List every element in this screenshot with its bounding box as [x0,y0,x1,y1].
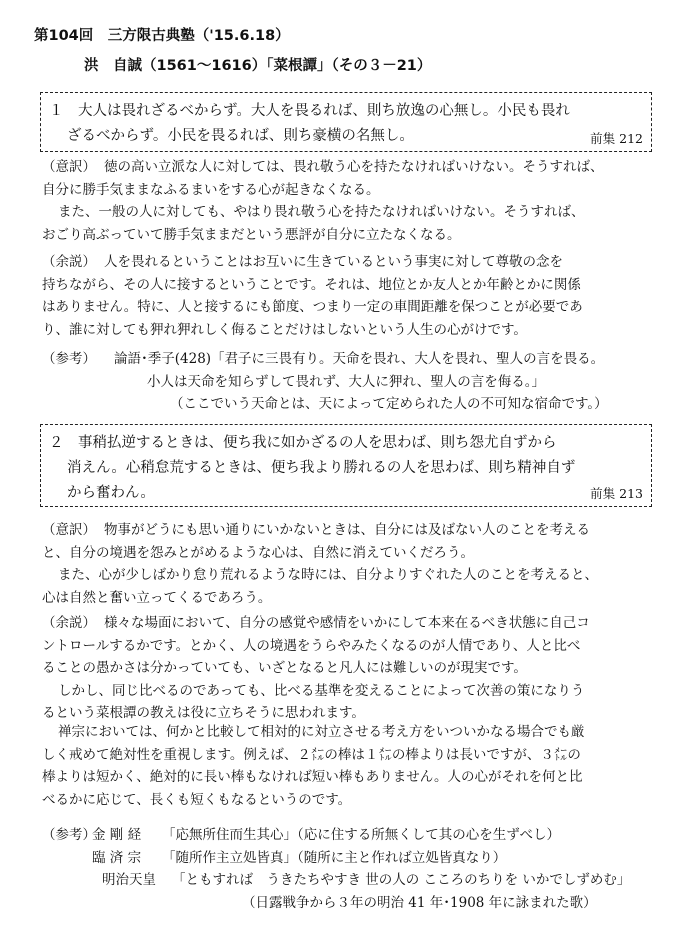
section-tag: （参考） [42,827,96,843]
quote-box-2 [40,424,652,507]
paragraph-line: また、一般の人に対しても、やはり畏れ敬う心を持たなければいけない。そうすれば、 [58,204,585,220]
paragraph-line: るという菜根譚の教えは役に立ちそうに思われます。 [42,705,365,721]
zen-section [42,721,672,811]
reference-text: 「ともすれば うきたちやすき 世の人の こころのちりを いかでしずめむ」 [172,872,631,888]
section-tag: （意訳） [42,159,96,175]
reference-text: 「随所作主立処皆真」（随所に主と作れば立処皆真なり） [162,849,507,866]
quote-reference: 前集 212 [590,131,643,146]
paragraph-line: 物事がどうにも思い通りにいかないときは、自分には及ばない人のことを考える [104,522,590,538]
section-tag: （余説） [42,615,96,631]
footnote: （日露戦争から３年の明治 41 年･1908 年に詠まれた歌） [242,894,597,911]
paragraph-line: はありません。特に、人と接するにも節度、つまり一定の車間距離を保つことが必要であ [42,299,583,315]
paragraph-line: 様々な場面において、自分の感覚や感情をいかにして本来在るべき状態に自己コ [104,615,590,631]
reference-line: （ここでいう天命とは、天によって定められた人の不可知な宿命です。） [170,396,608,412]
paragraph-line: しかし、同じ比べるのであっても、比べる基準を変えることによって次善の策になりう [58,682,585,699]
paragraph-line: り、誰に対しても狎れ狎れしく侮ることだけはしないという人生の心がけです。 [42,321,527,338]
yosetsu-section-2 [42,612,672,725]
reference-line: 論語･季子(428)「君子に三畏有り。天命を畏れ、大人を畏れ、聖人の言を畏る。 [114,351,605,367]
quote-line: １ 大人は畏れざるべからず。大人を畏るれば、則ち放逸の心無し。小民も畏れ [49,103,570,119]
paragraph-line: おごり高ぶっていて勝手気ままだという悪評が自分に立たなくなる。 [42,226,461,243]
quote-line: から奮わん。 [67,485,155,501]
quote-reference: 前集 213 [590,486,643,501]
section-tag: （参考） [42,351,96,367]
paragraph-line: 人を畏れるということはお互いに生きているという事実に対して尊敬の念を [104,254,563,270]
sankou-section-2 [42,824,672,914]
paragraph-line: しく戒めて絶対性を重視します。例えば、２㍍の棒は１㍍の棒よりは長いですが、３㍍の [42,746,581,763]
reference-line: 小人は天命を知らずして畏れず、大人に狎れ、聖人の言を侮る。」 [147,373,545,390]
quote-line: 消えん。心稍怠荒するときは、便ち我より勝れるの人を思わば、則ち精神自ず [67,460,576,476]
section-tag: （余説） [42,254,96,270]
paragraph-line: 心は自然と奮い立ってくるであろう。 [42,589,272,606]
paragraph-line: 持ちながら、その人に接するということです。それは、地位とか友人とか年齢とかに関係 [42,276,581,293]
paragraph-line: ントロールするかです。とかく、人の境遇をうらやみたくなるのが人情であり、人と比べ [42,637,581,654]
sankou-section-1 [42,348,672,416]
section-tag: （意訳） [42,522,96,538]
page-subtitle: 洪 自誠（1561〜1616）「菜根譚」（その３－21） [84,58,432,74]
source-label: 臨 済 宗 [92,849,142,866]
source-label: 明治天皇 [102,872,156,888]
paragraph-line: べるかに応じて、長くも短くもなるというのです。 [42,791,352,808]
page-header [34,24,431,75]
quote-line: ２ 事稍払逆するときは、便ち我に如かざるの人を思わば、則ち怨尤自ずから [49,435,557,451]
source-label: 金 剛 経 [92,827,142,843]
paragraph-line: 禅宗においては、何かと比較して相対的に対立させる考え方をいついかなる場合でも厳 [58,724,585,740]
yosetsu-section-1 [42,251,672,341]
paragraph-line: 徳の高い立派な人に対しては、畏れ敬う心を持たなければいけない。そうすれば、 [104,159,604,175]
paragraph-line: また、心が少しばかり怠り荒れるような時には、自分よりすぐれた人のことを考えると、 [58,567,598,583]
quote-box-1 [40,92,652,152]
paragraph-line: 自分に勝手気ままなふるまいをする心が起きなくなる。 [42,181,380,198]
iyaku-section-2 [42,519,672,609]
reference-text: 「応無所住而生其心」（応に住する所無くして其の心を生ずべし） [162,827,560,843]
paragraph-line: 棒よりは短かく、絶対的に長い棒もなければ短い棒もありません。人の心がそれを何と比 [42,769,583,785]
paragraph-line: と、自分の境遇を怨みとがめるような心は、自然に消えていくだろう。 [42,544,474,561]
paragraph-line: ることの愚かさは分かっていても、いざとなると凡人には難しいのが現実です。 [42,660,527,676]
page-title: 第104回 三方限古典塾（'15.6.18） [34,28,290,44]
quote-line: ざるべからず。小民を畏るれば、則ち豪横の名無し。 [67,128,414,144]
iyaku-section-1 [42,156,672,246]
